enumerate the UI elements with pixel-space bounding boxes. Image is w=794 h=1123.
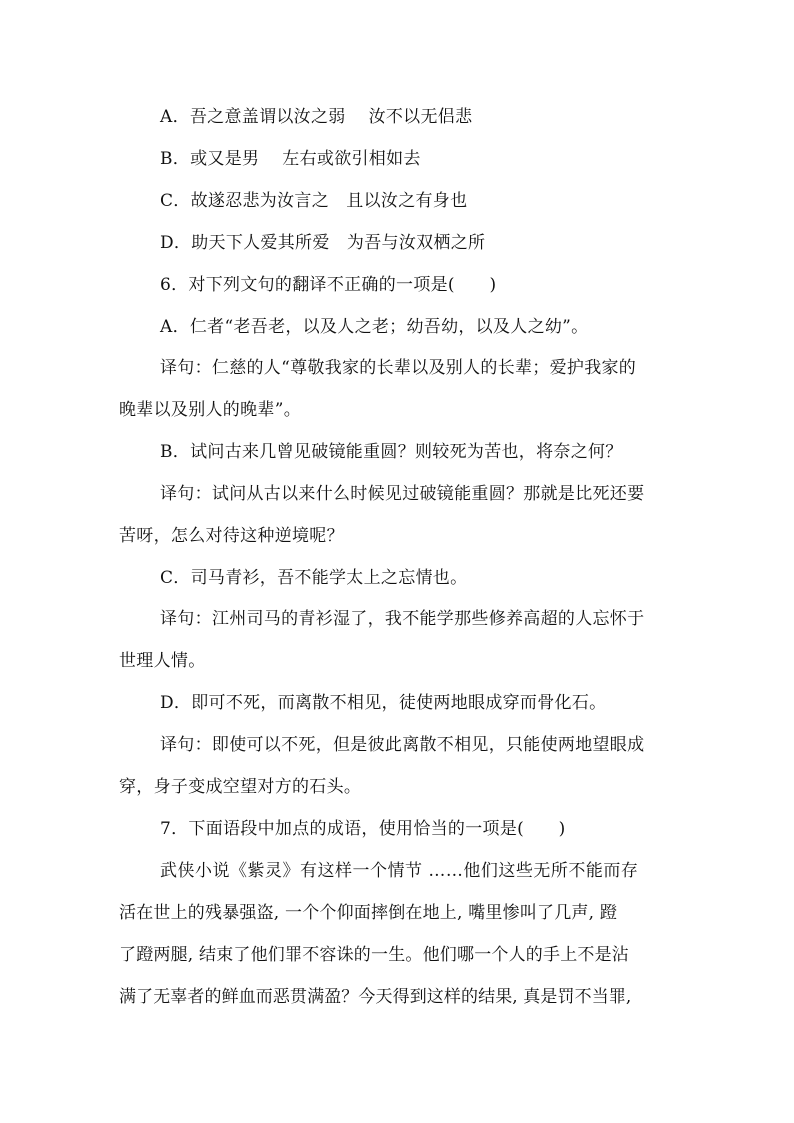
- q6-option-a: A．仁者“老吾老，以及人之老；幼吾幼，以及人之幼”。: [160, 317, 589, 337]
- q6-b-translation: 译句：试问从古以来什么时候见过破镜能重圆？那就是比死还要: [160, 484, 645, 504]
- q7-passage-line-4: 满了无辜者的鲜血而恶贯满盈？今天得到这样的结果, 真是罚不当罪,: [119, 987, 632, 1007]
- q6-b-translation-cont: 苦呀，怎么对待这种逆境呢？: [119, 526, 344, 546]
- question-7-stem: 7．下面语段中加点的成语，使用恰当的一项是( ): [160, 819, 566, 839]
- q6-a-translation: 译句：仁慈的人“尊敬我家的长辈以及别人的长辈；爱护我家的: [160, 358, 637, 378]
- q6-option-d: D．即可不死，而离散不相见，徒使两地眼成穿而骨化石。: [160, 693, 607, 713]
- q6-option-c: C．司马青衫，吾不能学太上之忘情也。: [160, 568, 468, 588]
- q7-passage-line-2: 活在世上的残暴强盗, 一个个仰面摔倒在地上, 嘴里惨叫了几声, 蹬: [119, 903, 618, 923]
- q6-c-translation: 译句：江州司马的青衫湿了，我不能学那些修养高超的人忘怀于: [160, 609, 645, 629]
- q6-d-translation: 译句：即使可以不死，但是彼此离散不相见，只能使两地望眼成: [160, 735, 645, 755]
- q6-d-translation-cont: 穿，身子变成空望对方的石头。: [119, 777, 362, 797]
- option-d-line: D．助天下人爱其所爱 为吾与汝双栖之所: [160, 233, 486, 253]
- q6-option-b: B．试问古来几曾见破镜能重圆？则较死为苦也，将奈之何？: [160, 442, 623, 462]
- option-b-line: B．或又是男 左右或欲引相如去: [160, 149, 421, 169]
- q6-c-translation-cont: 世理人情。: [119, 651, 206, 671]
- question-6-stem: 6．对下列文句的翻译不正确的一项是( ): [160, 275, 497, 295]
- option-c-line: C．故遂忍悲为汝言之 且以汝之有身也: [160, 191, 468, 211]
- q7-passage-line-1: 武侠小说《紫灵》有这样一个情节 ……他们这些无所不能而存: [160, 861, 639, 881]
- option-a-line: A．吾之意盖谓以汝之弱 汝不以无侣悲: [160, 107, 473, 127]
- q6-a-translation-cont: 晚辈以及别人的晚辈”。: [119, 400, 301, 420]
- q7-passage-line-3: 了蹬两腿, 结束了他们罪不容诛的一生。他们哪一个人的手上不是沾: [119, 945, 630, 965]
